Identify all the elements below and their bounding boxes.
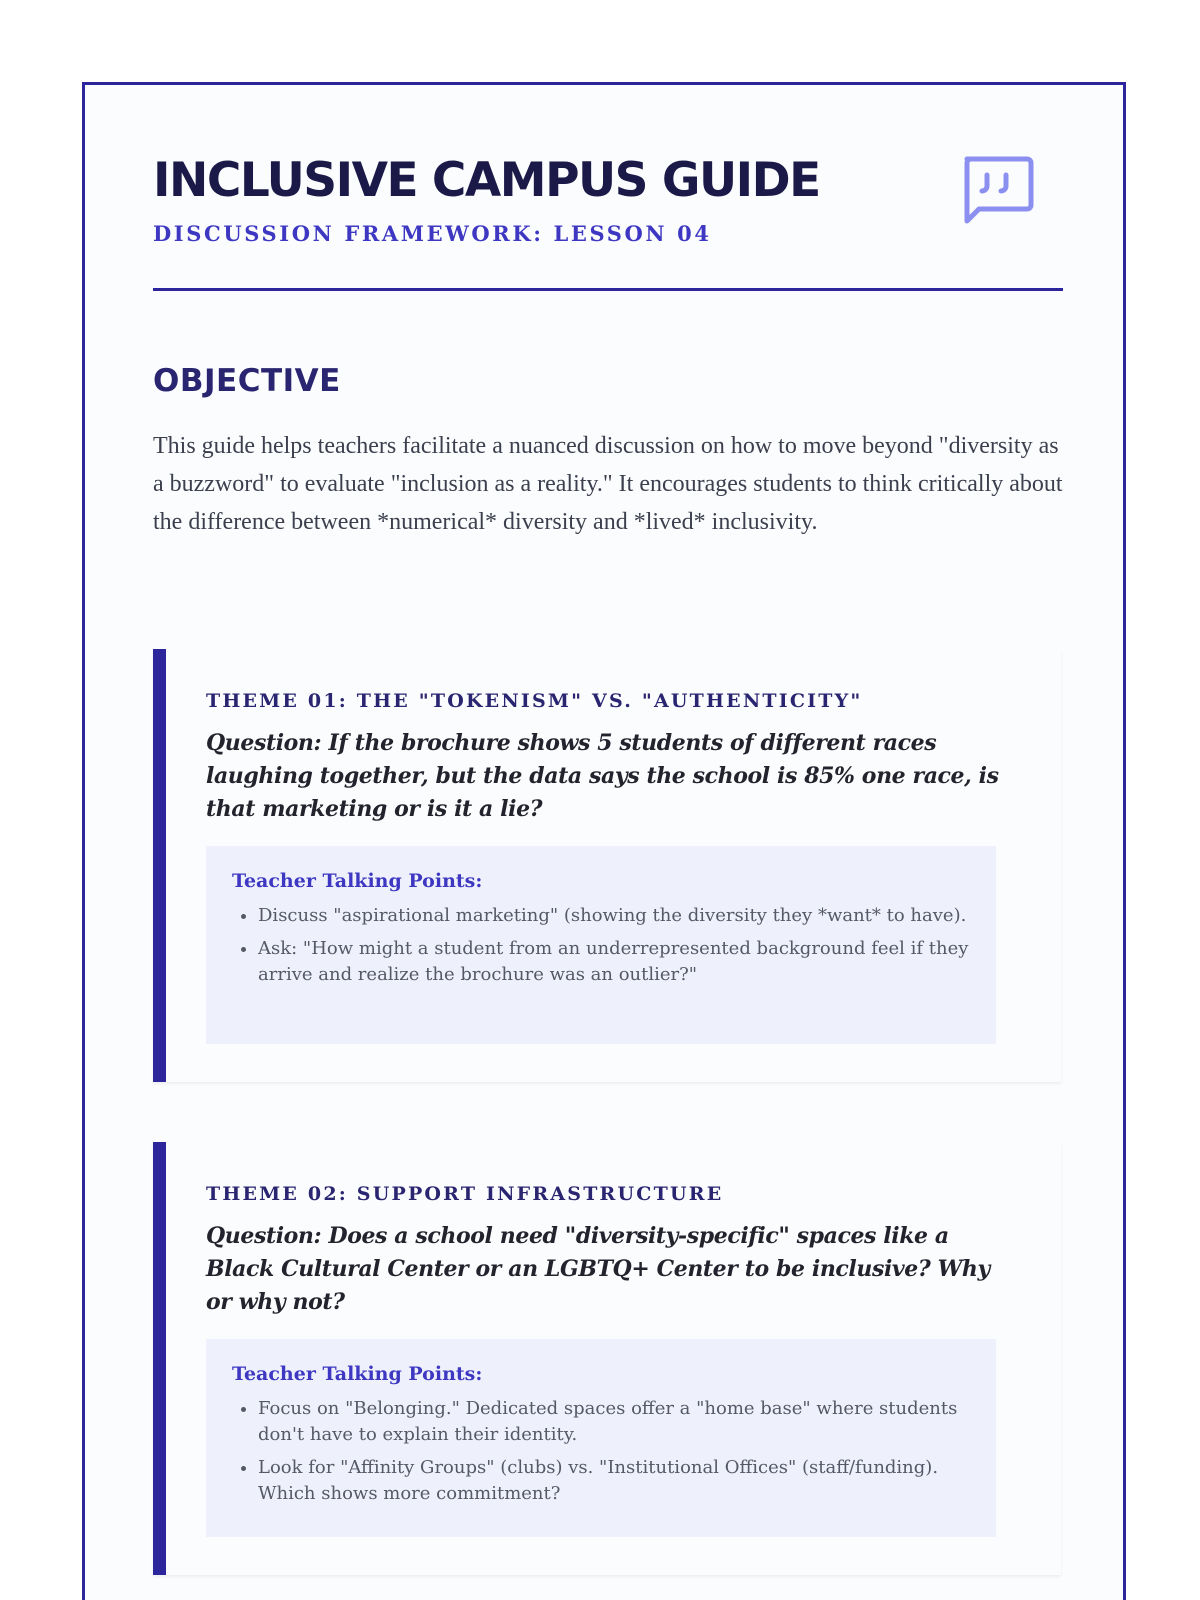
theme-label: THEME 01: THE "TOKENISM" VS. "AUTHENTICITY" — [206, 690, 863, 712]
talking-point: • Look for "Affinity Groups" (clubs) vs. "Institutional Offices" (staff/funding). Which shows more commitment? — [258, 1455, 998, 1507]
talking-points-list — [232, 903, 998, 995]
page-title: INCLUSIVE CAMPUS GUIDE — [153, 153, 820, 208]
quote-bubble-icon — [959, 155, 1035, 227]
objective-heading: OBJECTIVE — [153, 363, 341, 399]
talking-points-list — [232, 1396, 998, 1514]
theme-label: THEME 02: SUPPORT INFRASTRUCTURE — [206, 1183, 724, 1205]
talking-points-box — [206, 1339, 996, 1537]
theme-card-01 — [153, 649, 1061, 1082]
theme-accent-bar — [153, 649, 166, 1082]
talking-points-title: Teacher Talking Points: — [232, 1363, 483, 1385]
talking-point: • Focus on "Belonging." Dedicated spaces offer a "home base" where students don't have to explain their identity. — [258, 1396, 998, 1448]
page-subtitle: DISCUSSION FRAMEWORK: LESSON 04 — [153, 221, 712, 246]
talking-point: • Ask: "How might a student from an underrepresented background feel if they arrive and realize the brochure was an outlier?" — [258, 936, 998, 988]
theme-card-02 — [153, 1142, 1061, 1575]
talking-points-box — [206, 846, 996, 1044]
theme-question: Question: If the brochure shows 5 students of different races laughing together, but the data says the school is 85% one race, is that marketing or is it a lie? — [206, 730, 999, 822]
guide-page — [82, 82, 1126, 1600]
header-divider — [153, 288, 1063, 291]
talking-point: • Discuss "aspirational marketing" (showing the diversity they *want* to have). — [258, 903, 998, 929]
theme-question: Question: Does a school need "diversity-specific" spaces like a Black Cultural Center or an LGBTQ+ Center to be inclusive? Why or why not? — [206, 1223, 990, 1315]
objective-text: This guide helps teachers facilitate a nuanced discussion on how to move beyond "diversity as a buzzword" to evaluate "inclusion as a reality." It encourages students to think critically about the difference between *numerical* diversity and *lived* inclusivity. — [153, 433, 1063, 535]
theme-accent-bar — [153, 1142, 166, 1575]
talking-points-title: Teacher Talking Points: — [232, 870, 483, 892]
